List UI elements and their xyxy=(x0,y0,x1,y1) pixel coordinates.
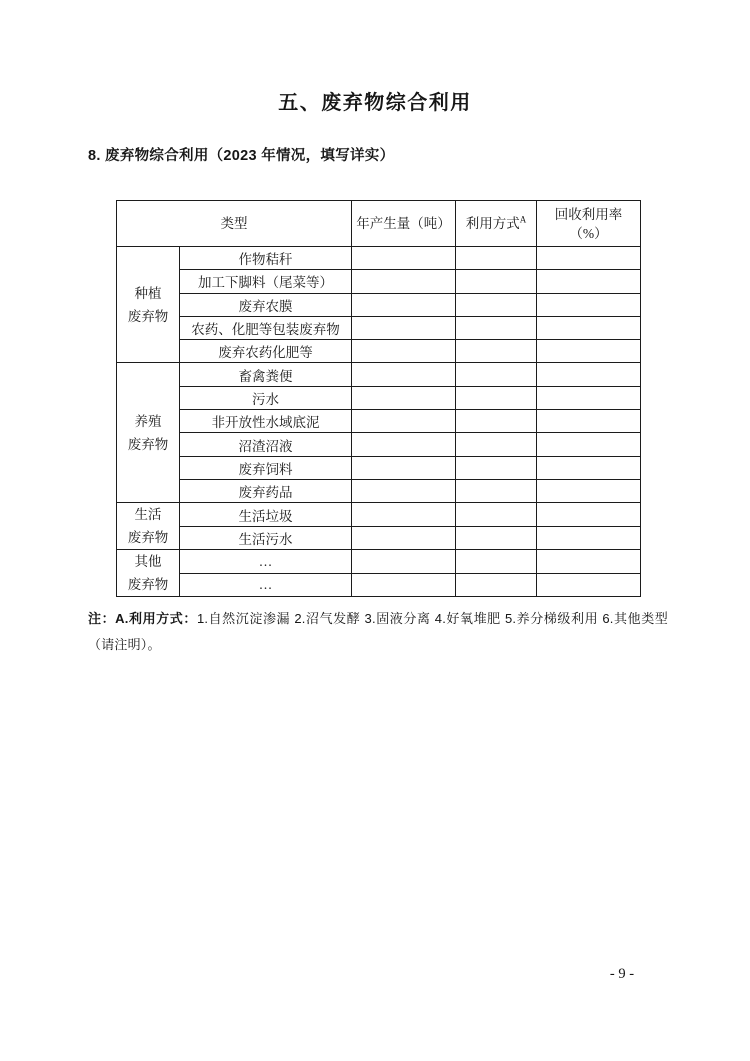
blank-cell-recovery-rate xyxy=(537,550,641,574)
recovery-rate-label-line1: 回收利用率 xyxy=(554,206,623,222)
blank-cell-utilization-method xyxy=(456,386,537,409)
group-label-line: 废弃物 xyxy=(127,436,169,452)
waste-utilization-table xyxy=(116,200,641,597)
blank-cell-recovery-rate xyxy=(537,340,641,363)
utilization-method-label: 利用方式 xyxy=(465,215,520,231)
group-label-line: 废弃物 xyxy=(127,577,169,593)
col-header-type: 类型 xyxy=(117,201,352,247)
blank-cell-annual-amount xyxy=(352,433,456,456)
blank-cell-annual-amount xyxy=(352,386,456,409)
waste-item-label: 废弃药品 xyxy=(180,479,352,502)
table-row xyxy=(117,456,641,479)
blank-cell-recovery-rate xyxy=(537,479,641,502)
blank-cell-utilization-method xyxy=(456,340,537,363)
blank-cell-utilization-method xyxy=(456,433,537,456)
blank-cell-annual-amount xyxy=(352,270,456,293)
blank-cell-utilization-method xyxy=(456,550,537,574)
waste-item-label: 废弃农药化肥等 xyxy=(180,340,352,363)
table-row xyxy=(117,293,641,316)
section-title: 五、废弃物综合利用 xyxy=(278,92,472,114)
table-row xyxy=(117,526,641,550)
group-label-line: 其他 xyxy=(134,554,162,570)
blank-cell-utilization-method xyxy=(456,456,537,479)
waste-item-label: … xyxy=(180,573,352,597)
footnote-bold-lead: 注：A.利用方式： xyxy=(88,611,197,626)
blank-cell-utilization-method xyxy=(456,363,537,386)
footnote xyxy=(88,606,668,658)
table-row xyxy=(117,363,641,386)
blank-cell-utilization-method xyxy=(456,293,537,316)
waste-item-label: … xyxy=(180,550,352,574)
group-label-line: 生活 xyxy=(134,507,162,523)
table-row xyxy=(117,573,641,597)
blank-cell-utilization-method xyxy=(456,410,537,433)
waste-item-label: 作物秸秆 xyxy=(180,247,352,270)
table-row xyxy=(117,479,641,502)
waste-item-label: 废弃农膜 xyxy=(180,293,352,316)
table-row xyxy=(117,503,641,527)
blank-cell-recovery-rate xyxy=(537,456,641,479)
group-label-line: 种植 xyxy=(134,285,162,301)
blank-cell-recovery-rate xyxy=(537,526,641,550)
blank-cell-annual-amount xyxy=(352,293,456,316)
blank-cell-annual-amount xyxy=(352,573,456,597)
blank-cell-utilization-method xyxy=(456,503,537,527)
blank-cell-recovery-rate xyxy=(537,573,641,597)
col-header-recovery-rate xyxy=(537,201,641,247)
blank-cell-utilization-method xyxy=(456,270,537,293)
table-row xyxy=(117,386,641,409)
item-heading: 8. 废弃物综合利用（2023 年情况，填写详实） xyxy=(88,148,395,164)
table-row xyxy=(117,433,641,456)
col-header-utilization-method xyxy=(456,201,537,247)
table-row xyxy=(117,550,641,574)
waste-item-label: 生活污水 xyxy=(180,526,352,550)
blank-cell-utilization-method xyxy=(456,526,537,550)
blank-cell-utilization-method xyxy=(456,247,537,270)
table-row xyxy=(117,340,641,363)
blank-cell-recovery-rate xyxy=(537,433,641,456)
blank-cell-utilization-method xyxy=(456,479,537,502)
table-row xyxy=(117,247,641,270)
waste-item-label: 污水 xyxy=(180,386,352,409)
blank-cell-recovery-rate xyxy=(537,247,641,270)
blank-cell-recovery-rate xyxy=(537,293,641,316)
waste-item-label: 生活垃圾 xyxy=(180,503,352,527)
blank-cell-utilization-method xyxy=(456,316,537,339)
waste-item-label: 沼渣沼液 xyxy=(180,433,352,456)
group-label-cell-2 xyxy=(117,503,180,550)
waste-item-label: 畜禽粪便 xyxy=(180,363,352,386)
blank-cell-annual-amount xyxy=(352,410,456,433)
group-label-cell-3 xyxy=(117,550,180,597)
utilization-method-superscript: A xyxy=(519,214,527,224)
blank-cell-annual-amount xyxy=(352,363,456,386)
blank-cell-annual-amount xyxy=(352,456,456,479)
blank-cell-recovery-rate xyxy=(537,270,641,293)
blank-cell-annual-amount xyxy=(352,503,456,527)
group-label-line: 废弃物 xyxy=(127,308,169,324)
blank-cell-annual-amount xyxy=(352,247,456,270)
waste-item-label: 加工下脚料（尾菜等） xyxy=(180,270,352,293)
blank-cell-utilization-method xyxy=(456,573,537,597)
blank-cell-annual-amount xyxy=(352,340,456,363)
table-row xyxy=(117,270,641,293)
col-header-annual-amount: 年产生量（吨） xyxy=(352,201,456,247)
table-header-row xyxy=(117,201,641,247)
footnote-text: 1.自然沉淀渗漏 2.沼气发酵 3.固液分离 4.好氧堆肥 5.养分梯级利用 6.其他类型（请注明）。 xyxy=(88,611,668,652)
group-label-line: 养殖 xyxy=(134,413,162,429)
blank-cell-recovery-rate xyxy=(537,316,641,339)
blank-cell-recovery-rate xyxy=(537,503,641,527)
blank-cell-annual-amount xyxy=(352,316,456,339)
blank-cell-annual-amount xyxy=(352,479,456,502)
recovery-rate-label-line2: （%） xyxy=(569,225,608,241)
table-row xyxy=(117,316,641,339)
group-label-cell-0 xyxy=(117,247,180,363)
blank-cell-annual-amount xyxy=(352,526,456,550)
group-label-cell-1 xyxy=(117,363,180,503)
page-number: - 9 - xyxy=(609,966,635,982)
table-row xyxy=(117,410,641,433)
blank-cell-recovery-rate xyxy=(537,363,641,386)
waste-item-label: 废弃饲料 xyxy=(180,456,352,479)
blank-cell-recovery-rate xyxy=(537,410,641,433)
blank-cell-annual-amount xyxy=(352,550,456,574)
group-label-line: 废弃物 xyxy=(127,530,169,546)
blank-cell-recovery-rate xyxy=(537,386,641,409)
waste-item-label: 非开放性水域底泥 xyxy=(180,410,352,433)
waste-item-label: 农药、化肥等包装废弃物 xyxy=(180,316,352,339)
